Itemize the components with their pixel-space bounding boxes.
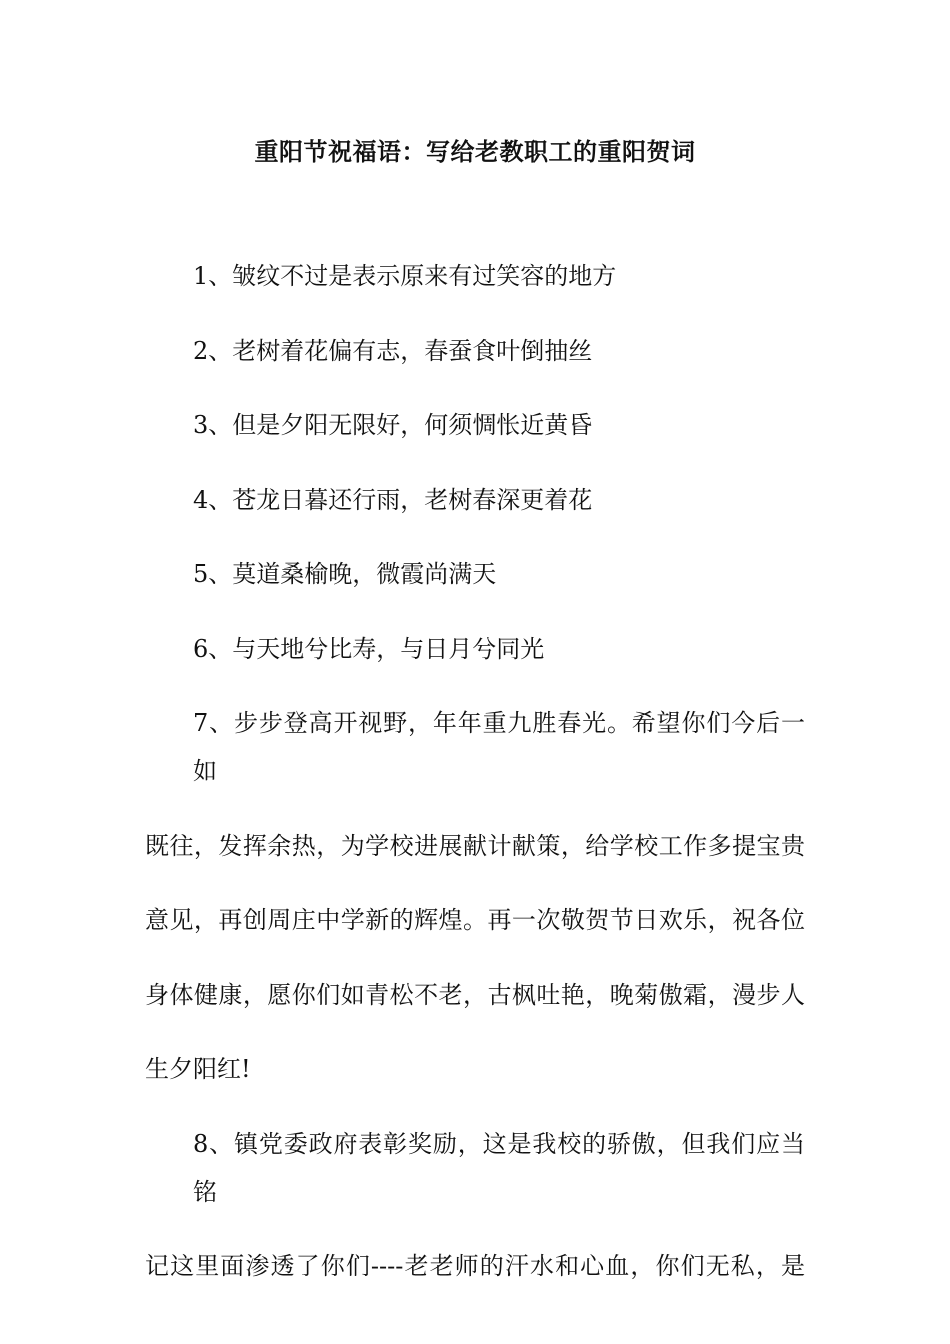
list-item: 2、老树着花偏有志，春蚕食叶倒抽丝 <box>193 336 593 365</box>
document-body <box>145 252 805 1317</box>
list-item: 6、与天地兮比寿，与日月兮同光 <box>193 634 545 663</box>
paragraph-line: 8、镇党委政府表彰奖励，这是我校的骄傲，但我们应当铭 <box>193 1129 805 1206</box>
document-title: 重阳节祝福语：写给老教职工的重阳贺词 <box>254 137 696 166</box>
paragraph-line: 记这里面渗透了你们----老老师的汗水和心血，你们无私，是 <box>145 1252 805 1280</box>
list-item: 1、皱纹不过是表示原来有过笑容的地方 <box>193 262 617 290</box>
paragraph-8 <box>145 1120 805 1291</box>
list-item: 3、但是夕阳无限好，何须惆怅近黄昏 <box>193 411 593 439</box>
list-item: 5、莫道桑榆晚，微霞尚满天 <box>193 560 497 588</box>
paragraph-line: 生夕阳红! <box>145 1055 251 1083</box>
list-item: 4、苍龙日暮还行雨，老树春深更着花 <box>193 485 593 514</box>
paragraph-line: 7、步步登高开视野，年年重九胜春光。希望你们今后一如 <box>193 709 805 785</box>
paragraph-line: 意见，再创周庄中学新的辉煌。再一次敬贺节日欢乐，祝各位 <box>145 906 805 934</box>
paragraph-7 <box>145 699 805 1093</box>
paragraph-line: 既往，发挥余热，为学校进展献计献策，给学校工作多提宝贵 <box>145 831 805 860</box>
paragraph-line: 身体健康，愿你们如青松不老，古枫吐艳，晚菊傲霜，漫步人 <box>145 980 805 1009</box>
